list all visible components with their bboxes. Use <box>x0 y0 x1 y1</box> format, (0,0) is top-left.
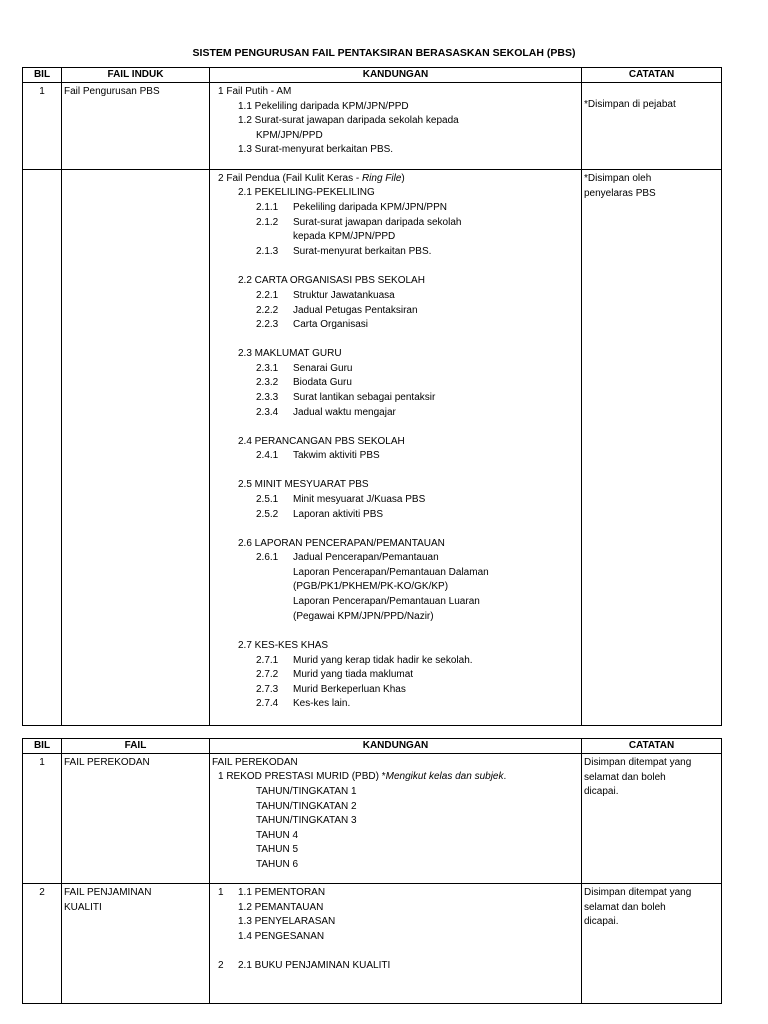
content-line: 2.3.1 Senarai Guru <box>256 363 353 374</box>
content-line: (Pegawai KPM/JPN/PPD/Nazir) <box>293 611 434 622</box>
fail-line: KUALITI <box>64 901 102 913</box>
table-header-row <box>23 68 722 83</box>
document-title: SISTEM PENGURUSAN FAIL PENTAKSIRAN BERASASKAN SEKOLAH (PBS) <box>192 47 576 59</box>
content-line: (PGB/PK1/PKHEM/PK-KO/GK/KP) <box>293 581 449 592</box>
section-title: 2.4 PERANCANGAN PBS SEKOLAH <box>238 436 405 447</box>
content-line: 2.5.2 Laporan aktiviti PBS <box>256 509 384 520</box>
catatan-line: *Disimpan oleh <box>584 173 652 184</box>
content-number: 1 <box>218 887 224 898</box>
content-line: 2.6.1 Jadual Pencerapan/Pemantauan <box>256 552 439 563</box>
content-line: TAHUN 6 <box>256 859 299 870</box>
section-title: 2.7 KES-KES KHAS <box>238 640 329 651</box>
catatan-line: selamat dan boleh <box>584 901 666 913</box>
content-line: TAHUN 5 <box>256 844 299 855</box>
content-line: 2.4.1 Takwim aktiviti PBS <box>256 450 380 461</box>
row-fail <box>62 884 210 1004</box>
header-catatan: CATATAN <box>582 68 722 83</box>
content-line: 1 Fail Putih - AM <box>218 86 292 97</box>
header-bil: BIL <box>23 68 62 83</box>
row-kandungan <box>210 884 582 1004</box>
header-fail: FAIL <box>62 739 210 754</box>
table-row <box>23 754 722 884</box>
content-line: 2.2.2 Jadual Petugas Pentaksiran <box>256 305 418 316</box>
content-line: 2.1 BUKU PENJAMINAN KUALITI <box>238 960 391 971</box>
row-bil: 1 <box>23 754 62 884</box>
content-line: 2.7.3 Murid Berkeperluan Khas <box>256 684 406 695</box>
content-line: KPM/JPN/PPD <box>256 130 323 141</box>
content-line: 2.2.1 Struktur Jawatankuasa <box>256 290 395 301</box>
fail-table <box>22 738 722 1004</box>
content-line: 2.1.2 Surat-surat jawapan daripada sekolah <box>256 217 462 228</box>
content-line: 2.1.3 Surat-menyurat berkaitan PBS. <box>256 246 432 257</box>
catatan-line: dicapai. <box>584 916 619 928</box>
row-catatan <box>582 170 722 726</box>
row-fail: FAIL PEREKODAN <box>62 754 210 884</box>
table-row <box>23 83 722 170</box>
content-line: Laporan Pencerapan/Pemantauan Dalaman <box>293 567 489 578</box>
header-bil: BIL <box>23 739 62 754</box>
content-line: 2.2.3 Carta Organisasi <box>256 319 369 330</box>
content-line: 1.2 Surat-surat jawapan daripada sekolah kepada <box>238 115 459 126</box>
section-title: 2.3 MAKLUMAT GURU <box>238 348 342 359</box>
section-title: 2.6 LAPORAN PENCERAPAN/PEMANTAUAN <box>238 538 445 549</box>
content-line: 2.3.2 Biodata Guru <box>256 377 352 388</box>
content-line: 1.4 PENGESANAN <box>238 931 325 942</box>
content-line: 2.7.2 Murid yang tiada maklumat <box>256 669 414 680</box>
content-line: kepada KPM/JPN/PPD <box>293 231 396 242</box>
row-catatan <box>582 884 722 1004</box>
header-fail-induk: FAIL INDUK <box>62 68 210 83</box>
content-line: 2.7.1 Murid yang kerap tidak hadir ke sekolah. <box>256 655 473 666</box>
row-catatan <box>582 754 722 884</box>
fail-induk-table <box>22 67 722 726</box>
row-kandungan <box>210 754 582 884</box>
header-kandungan: KANDUNGAN <box>210 739 582 754</box>
row-bil <box>23 170 62 726</box>
content-line: 2.3.4 Jadual waktu mengajar <box>256 407 396 418</box>
content-heading: FAIL PEREKODAN <box>212 757 298 768</box>
content-line: 2.5.1 Minit mesyuarat J/Kuasa PBS <box>256 494 426 505</box>
content-number: 2 <box>218 960 224 971</box>
row-bil: 2 <box>23 884 62 1004</box>
header-kandungan: KANDUNGAN <box>210 68 582 83</box>
row-catatan: *Disimpan di pejabat <box>582 83 722 170</box>
catatan-line: selamat dan boleh <box>584 771 666 783</box>
row-kandungan <box>210 83 582 170</box>
row-fail <box>62 170 210 726</box>
content-line: 2.3.3 Surat lantikan sebagai pentaksir <box>256 392 436 403</box>
content-line: TAHUN/TINGKATAN 1 <box>256 786 357 797</box>
table-row <box>23 170 722 726</box>
section-title: 2.5 MINIT MESYUARAT PBS <box>238 479 369 490</box>
table-header-row <box>23 739 722 754</box>
content-line: 1.3 Surat-menyurat berkaitan PBS. <box>238 144 394 155</box>
table-row <box>23 884 722 1004</box>
content-line: 1.2 PEMANTAUAN <box>238 902 324 913</box>
content-heading: 2 Fail Pendua (Fail Kulit Keras - Ring File) <box>218 173 405 184</box>
content-line: TAHUN 4 <box>256 830 299 841</box>
content-line: TAHUN/TINGKATAN 2 <box>256 801 357 812</box>
row-fail: Fail Pengurusan PBS <box>62 83 210 170</box>
content-line: 1 REKOD PRESTASI MURID (PBD) *Mengikut kelas dan subjek. <box>218 771 507 782</box>
content-line: 1.3 PENYELARASAN <box>238 916 336 927</box>
section-title: 2.1 PEKELILING-PEKELILING <box>238 187 375 198</box>
catatan-line: penyelaras PBS <box>584 187 656 199</box>
content-line: 1.1 PEMENTORAN <box>238 887 326 898</box>
header-catatan: CATATAN <box>582 739 722 754</box>
row-kandungan <box>210 170 582 726</box>
catatan-line: Disimpan ditempat yang <box>584 757 692 768</box>
catatan-line: dicapai. <box>584 786 619 798</box>
content-line: 2.1.1 Pekeliling daripada KPM/JPN/PPN <box>256 202 447 213</box>
row-bil: 1 <box>23 83 62 170</box>
content-line: 2.7.4 Kes-kes lain. <box>256 698 351 709</box>
content-line: TAHUN/TINGKATAN 3 <box>256 815 357 826</box>
section-title: 2.2 CARTA ORGANISASI PBS SEKOLAH <box>238 275 425 286</box>
catatan-line: Disimpan ditempat yang <box>584 887 692 898</box>
fail-line: FAIL PENJAMINAN <box>64 887 152 898</box>
content-line: 1.1 Pekeliling daripada KPM/JPN/PPD <box>238 101 409 112</box>
content-line: Laporan Pencerapan/Pemantauan Luaran <box>293 596 480 607</box>
